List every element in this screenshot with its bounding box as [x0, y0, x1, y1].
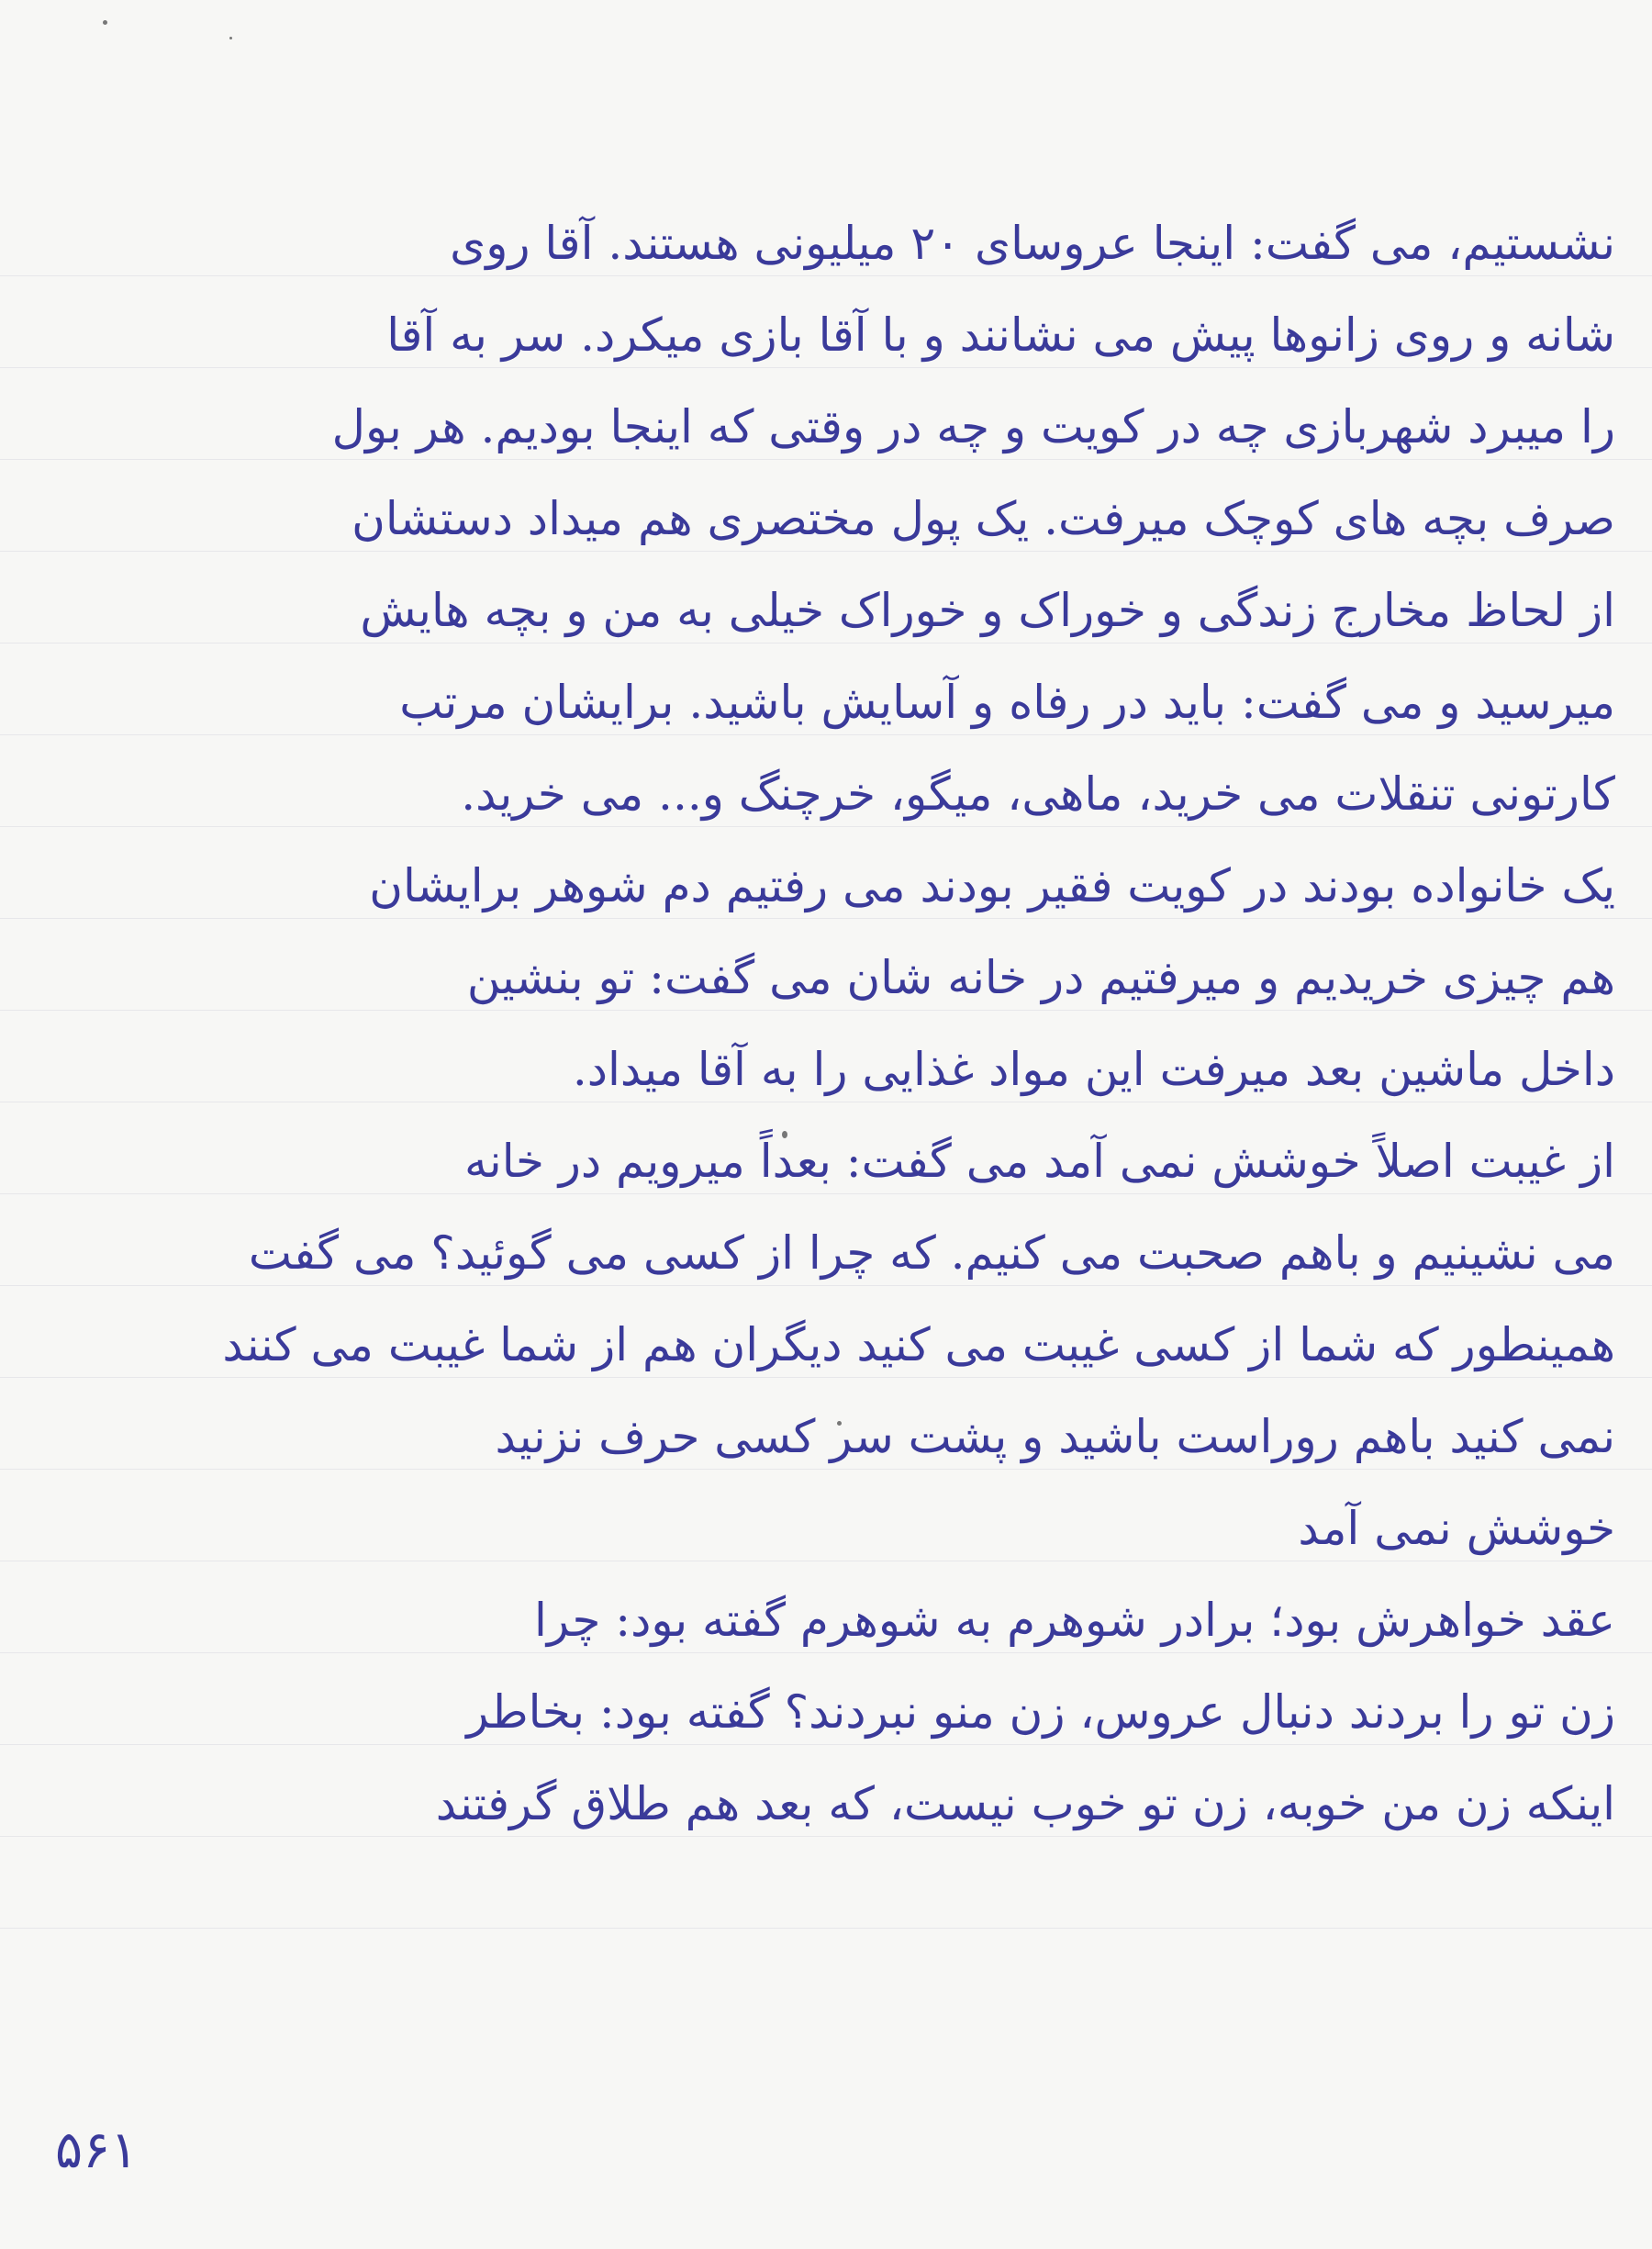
text-line: از غیبت اصلاً خوشش نمی آمد می گفت: بعداً میرویم در خانه: [463, 1135, 1615, 1188]
text-line: داخل ماشین بعد میرفت این مواد غذایی را به آقا میداد.: [572, 1043, 1615, 1096]
paper-speck: [229, 37, 232, 39]
text-line: را میبرد شهربازی چه در کویت و چه در وقتی که اینجا بودیم. هر بول: [331, 400, 1615, 453]
text-line: یک خانواده بودند در کویت فقیر بودند می رفتیم دم شوهر برایشان: [369, 859, 1615, 912]
handwritten-text: [37, 197, 1615, 1850]
page-number: ۵۶۱: [55, 2120, 139, 2180]
text-line: خوشش نمی آمد: [1298, 1502, 1615, 1555]
text-line: همینطور که شما از کسی غیبت می کنید دیگران هم از شما غیبت می کنند: [222, 1318, 1615, 1371]
text-line: از لحاظ مخارج زندگی و خوراک و خوراک خیلی به من و بچه هایش: [360, 584, 1615, 637]
text-line: میرسید و می گفت: باید در رفاه و آسایش باشید. برایشان مرتب: [399, 676, 1615, 729]
paper-speck: [103, 20, 107, 25]
text-line: صرف بچه های کوچک میرفت. یک پول مختصری هم میداد دستشان: [352, 492, 1615, 545]
text-line: نشستیم، می گفت: اینجا عروسای ۲۰ میلیونی هستند. آقا روی: [450, 217, 1615, 270]
text-line: شانه و روی زانوها پیش می نشانند و با آقا بازی میکرد. سر به آقا: [386, 308, 1615, 362]
text-line: می نشینیم و باهم صحبت می کنیم. که چرا از کسی می گوئید؟ می گفت: [248, 1226, 1615, 1280]
text-line: اینکه زن من خوبه، زن تو خوب نیست، که بعد هم طلاق گرفتند: [435, 1777, 1615, 1830]
text-line: زن تو را بردند دنبال عروس، زن منو نبردند؟ گفته بود: بخاطر: [466, 1685, 1615, 1739]
text-line: هم چیزی خریدیم و میرفتیم در خانه شان می گفت: تو بنشین: [466, 951, 1615, 1004]
text-line: نمی کنید باهم روراست باشید و پشت سر کسی حرف نزنید: [495, 1410, 1615, 1463]
rule-line: [0, 1928, 1652, 1929]
text-line: کارتونی تنقلات می خرید، ماهی، میگو، خرچنگ و... می خرید.: [461, 767, 1615, 821]
text-line: عقد خواهرش بود؛ برادر شوهرم به شوهرم گفته بود: چرا: [534, 1594, 1615, 1647]
